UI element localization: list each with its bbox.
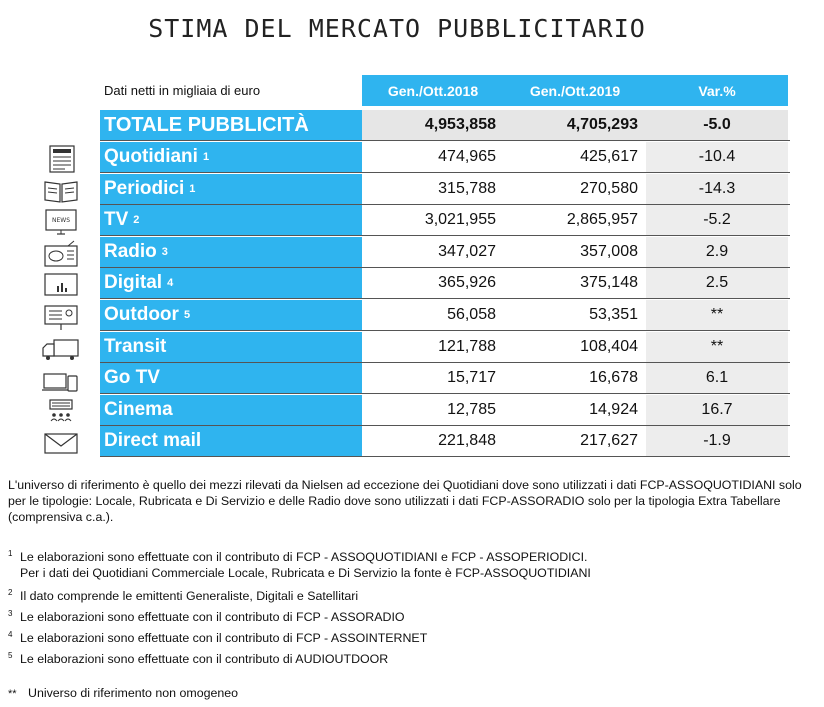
table-row — [100, 174, 790, 205]
value-2019: 425,617 — [580, 148, 638, 165]
col-header-var: Var.% — [646, 75, 788, 106]
newspaper-icon — [40, 145, 82, 173]
medium-label: Quotidiani — [104, 146, 198, 167]
footnote-4-text: Le elaborazioni sono effettuate con il contributo di FCP - ASSOINTERNET — [20, 631, 428, 646]
value-2019-cell — [504, 268, 646, 298]
value-2018: 121,788 — [438, 337, 496, 355]
value-2019-cell — [504, 426, 646, 456]
value-2018-cell — [362, 142, 504, 172]
value-2018-cell — [362, 395, 504, 425]
value-2019: 2,865,957 — [566, 211, 638, 229]
value-2019: 16,678 — [589, 369, 638, 387]
footnote-4 — [8, 627, 427, 646]
envelope-icon — [40, 429, 82, 457]
total-label: TOTALE PUBBLICITÀ — [100, 110, 362, 140]
footnote-stars-marker: ** — [8, 688, 17, 700]
table-row — [100, 237, 790, 268]
value-2019: 108,404 — [580, 337, 638, 355]
value-2019-cell — [504, 363, 646, 393]
footnote-1 — [8, 546, 591, 581]
medium-label-cell — [100, 268, 362, 298]
footnote-2 — [8, 585, 358, 604]
medium-label: Outdoor — [104, 304, 179, 325]
value-2018-cell — [362, 268, 504, 298]
medium-label: Go TV — [104, 367, 160, 389]
medium-label-cell — [100, 395, 362, 425]
footnote-ref: 1 — [189, 182, 196, 195]
footnote-ref: 2 — [133, 214, 140, 227]
tv-news-icon — [40, 208, 82, 236]
radio-icon — [40, 240, 82, 268]
medium-label: Periodici — [104, 177, 185, 199]
footnote-5-marker: 5 — [8, 651, 13, 660]
value-2018-cell — [362, 237, 504, 267]
variation: -1.9 — [703, 432, 731, 450]
table-row — [100, 268, 790, 299]
footnote-ref: 3 — [161, 245, 168, 258]
value-2019: 14,924 — [589, 400, 638, 418]
value-2018: 56,058 — [447, 306, 496, 323]
value-2018: 3,021,955 — [424, 211, 496, 229]
value-2019: 270,580 — [580, 179, 638, 197]
value-2018: 15,717 — [447, 369, 496, 387]
medium-label-cell — [100, 142, 362, 172]
value-2018: 347,027 — [438, 242, 496, 260]
footnote-2-marker: 2 — [8, 588, 13, 597]
variation-cell — [646, 426, 788, 456]
medium-label-cell — [100, 300, 362, 330]
total-2018: 4,953,858 — [362, 110, 504, 140]
footnote-1-line-2: Per i dati dei Quotidiani Commerciale Locale, Rubricata e Di Servizio la fonte è FCP-ASSOQUOTIDIANI — [20, 566, 591, 581]
variation-cell — [646, 363, 788, 393]
value-2018-cell — [362, 174, 504, 204]
variation: 16.7 — [701, 400, 733, 418]
value-2019-cell — [504, 237, 646, 267]
variation-cell — [646, 205, 788, 235]
medium-label-cell — [100, 174, 362, 204]
table-row — [100, 300, 790, 331]
cinema-icon — [40, 397, 82, 425]
variation: -14.3 — [698, 179, 736, 197]
footnote-3-marker: 3 — [8, 609, 13, 618]
truck-icon — [40, 334, 82, 362]
value-2019-cell — [504, 300, 646, 330]
value-2019-cell — [504, 174, 646, 204]
table-header — [100, 75, 790, 106]
value-2018: 474,965 — [438, 148, 496, 165]
value-2018-cell — [362, 426, 504, 456]
footnote-3 — [8, 606, 405, 625]
variation-cell — [646, 268, 788, 298]
devices-icon — [40, 366, 82, 394]
footnote-3-text: Le elaborazioni sono effettuate con il contributo di FCP - ASSORADIO — [20, 610, 405, 625]
footnote-stars — [8, 685, 238, 702]
footnote-ref: 4 — [167, 277, 174, 290]
variation-cell — [646, 395, 788, 425]
medium-label-cell — [100, 205, 362, 235]
medium-label: Direct mail — [104, 430, 202, 452]
medium-label-cell — [100, 332, 362, 362]
footnote-1-line-1: Le elaborazioni sono effettuate con il contributo di FCP - ASSOQUOTIDIANI e FCP - ASSOPERIODICI. — [20, 550, 588, 565]
universe-note: L'universo di riferimento è quello dei mezzi rilevati da Nielsen ad eccezione dei Quotidiani dove sono utilizzati i dati FCP-ASSOQUOTIDIANI solo per le tipologie: Locale, Rubricata e Di Servizio e delle Radio dove sono utilizzati i dati FCP-ASSORADIO solo per la tipologia Extra Tabellare (comprensiva c.a.). — [8, 478, 802, 524]
value-2018-cell — [362, 332, 504, 362]
variation: 2.9 — [705, 242, 729, 260]
value-2018-cell — [362, 205, 504, 235]
medium-label: Radio — [104, 240, 157, 262]
svg-text:NEWS: NEWS — [51, 217, 71, 224]
footnote-1-marker: 1 — [8, 549, 13, 558]
value-2018: 221,848 — [438, 432, 496, 450]
variation-cell — [646, 332, 788, 362]
col-header-2018: Gen./Ott.2018 — [362, 75, 504, 106]
page-title: STIMA DEL MERCATO PUBBLICITARIO — [148, 14, 646, 43]
value-2019-cell — [504, 142, 646, 172]
open-book-icon — [40, 177, 82, 205]
variation-cell — [646, 142, 788, 172]
medium-label: Cinema — [104, 398, 173, 420]
monitor-chart-icon — [40, 271, 82, 299]
variation: ** — [710, 337, 724, 355]
value-2018-cell — [362, 300, 504, 330]
footnote-5 — [8, 648, 388, 667]
value-2019-cell — [504, 332, 646, 362]
value-2019-cell — [504, 395, 646, 425]
total-var: -5.0 — [646, 110, 788, 140]
footnote-ref: 5 — [183, 309, 191, 321]
footnote-ref: 1 — [202, 151, 210, 163]
footnote-2-text: Il dato comprende le emittenti Generaliste, Digitali e Satellitari — [20, 589, 359, 604]
variation: 6.1 — [705, 369, 729, 387]
table-row — [100, 395, 790, 426]
medium-label: Digital — [104, 272, 163, 294]
footnote-5-text: Le elaborazioni sono effettuate con il contributo di AUDIOUTDOOR — [20, 652, 389, 667]
total-2019: 4,705,293 — [504, 110, 646, 140]
variation-cell — [646, 300, 788, 330]
medium-label-cell — [100, 426, 362, 456]
table-row — [100, 332, 790, 363]
value-2019-cell — [504, 205, 646, 235]
medium-label-cell — [100, 237, 362, 267]
variation: ** — [710, 306, 724, 323]
medium-label-cell — [100, 363, 362, 393]
value-2018: 365,926 — [438, 274, 496, 292]
total-row — [100, 110, 790, 141]
value-2019: 375,148 — [580, 274, 638, 292]
footnote-stars-text: Universo di riferimento non omogeneo — [28, 686, 239, 700]
value-2018: 12,785 — [447, 400, 496, 418]
table-row — [100, 142, 790, 173]
variation-cell — [646, 174, 788, 204]
variation: 2.5 — [705, 274, 729, 292]
value-2019: 357,008 — [580, 242, 638, 260]
value-2018: 315,788 — [438, 179, 496, 197]
variation: -10.4 — [698, 148, 736, 165]
value-2018-cell — [362, 363, 504, 393]
medium-label: TV — [104, 209, 129, 231]
col-header-2019: Gen./Ott.2019 — [504, 75, 646, 106]
medium-label: Transit — [104, 335, 167, 357]
table-row — [100, 363, 790, 394]
table-row — [100, 426, 790, 457]
variation-cell — [646, 237, 788, 267]
value-2019: 217,627 — [580, 432, 638, 450]
unit-label: Dati netti in migliaia di euro — [104, 83, 261, 98]
table-row — [100, 205, 790, 236]
variation: -5.2 — [703, 211, 731, 229]
footnote-4-marker: 4 — [8, 630, 13, 639]
billboard-icon — [40, 303, 82, 331]
value-2019: 53,351 — [589, 306, 638, 323]
